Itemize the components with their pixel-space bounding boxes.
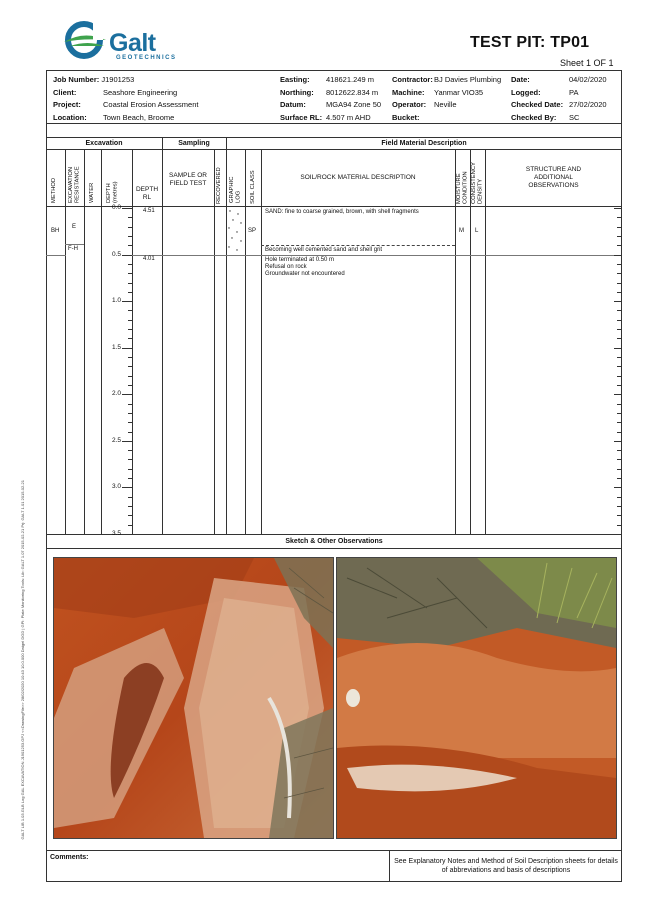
depth-tick xyxy=(122,394,132,395)
datum: MGA94 Zone 50 xyxy=(326,100,382,109)
right-edge-tick xyxy=(617,422,622,423)
moisture-value: M xyxy=(459,228,464,234)
depth-tick xyxy=(122,487,132,488)
col-excavation-resistance: EXCAVATION RESISTANCE xyxy=(68,166,81,203)
job-number: J1901253 xyxy=(101,75,135,84)
depth-minor-tick xyxy=(128,264,132,265)
depth-minor-tick xyxy=(128,525,132,526)
description-cemented: Becoming well cemented sand and shell grit xyxy=(265,247,383,253)
depth-tick xyxy=(122,441,132,442)
surface-rl-label: Surface RL: xyxy=(280,112,323,122)
depth-minor-tick xyxy=(128,422,132,423)
right-edge-tick xyxy=(617,264,622,265)
machine: Yanmar VIO35 xyxy=(434,87,484,97)
depth-minor-tick xyxy=(128,227,132,228)
client: Seashore Engineering xyxy=(103,87,178,97)
depth-minor-tick xyxy=(128,292,132,293)
depth-minor-tick xyxy=(128,515,132,516)
right-edge-tick xyxy=(617,338,622,339)
right-edge-tick xyxy=(614,487,622,488)
date-label: Date: xyxy=(511,75,530,84)
right-edge-tick xyxy=(617,413,622,414)
depth-minor-tick xyxy=(128,404,132,405)
right-edge-tick xyxy=(617,357,622,358)
contractor-label: Contractor: xyxy=(392,75,433,84)
consistency-value: L xyxy=(475,228,479,234)
right-edge-tick xyxy=(614,394,622,395)
info-contractor xyxy=(392,74,512,124)
depth-minor-tick xyxy=(128,283,132,284)
right-edge-tick xyxy=(617,376,622,377)
right-edge-tick xyxy=(617,469,622,470)
job-number-label: Job Number: xyxy=(53,75,100,84)
surface-rl: 4.507 m AHD xyxy=(326,112,371,122)
col-sample: SAMPLE OR FIELD TEST xyxy=(169,172,207,187)
depth-minor-tick xyxy=(128,478,132,479)
right-edge-tick xyxy=(617,525,622,526)
right-edge-tick xyxy=(617,245,622,246)
right-edge-tick xyxy=(617,366,622,367)
file-path-sidebar: GALT LIB 1.03.GLB Log GAL EXCAVATION J1901253.GPJ <<DrawingFile>> 28/02/2020 10:43 10.0.000 Datgel DGD | GPI: Plate Monitoring Tools: Lib: GALT 1.07 2015-02-21 Prj: GALT 1.01 2015-02-21 xyxy=(20,480,25,840)
operator-label: Operator: xyxy=(392,100,427,109)
col-recovered: RECOVERED xyxy=(216,167,222,204)
checked-by: SC xyxy=(569,112,580,122)
col-structure: STRUCTURE AND ADDITIONAL OBSERVATIONS xyxy=(525,166,582,189)
depth-minor-tick xyxy=(128,413,132,414)
right-edge-tick xyxy=(617,459,622,460)
contractor: BJ Davies Plumbing xyxy=(434,75,502,84)
right-edge-tick xyxy=(617,292,622,293)
project: Coastal Erosion Assessment xyxy=(103,100,199,109)
depth-minor-tick xyxy=(128,469,132,470)
depth-minor-tick xyxy=(128,376,132,377)
depth-tick xyxy=(122,534,132,535)
col-soil-class: SOIL CLASS xyxy=(250,170,256,204)
col-graphic-log: GRAPHIC LOG xyxy=(229,176,242,203)
bucket-label: Bucket: xyxy=(392,112,420,122)
right-edge-tick xyxy=(617,515,622,516)
col-depth-rl: DEPTH RL xyxy=(135,186,159,201)
depth-tick-label: 0.5 xyxy=(111,250,121,258)
explanatory-note: See Explanatory Notes and Method of Soil Description sheets for details of abbreviations and basis of descriptions xyxy=(394,858,618,874)
right-edge-tick xyxy=(614,348,622,349)
right-edge-tick xyxy=(617,385,622,386)
depth-tick xyxy=(122,301,132,302)
right-edge-tick xyxy=(617,283,622,284)
depth-minor-tick xyxy=(128,385,132,386)
right-edge-tick xyxy=(617,506,622,507)
info-mid xyxy=(280,74,390,124)
project-label: Project: xyxy=(53,100,81,109)
logo-subtitle: GEOTECHNICS xyxy=(116,55,177,61)
col-water: WATER xyxy=(89,182,95,203)
sheet-number: Sheet 1 OF 1 xyxy=(560,58,614,68)
easting: 418621.249 m xyxy=(326,75,374,84)
right-edge-tick xyxy=(617,320,622,321)
page-title: TEST PIT: TP01 xyxy=(470,34,590,51)
col-consistency: CONSISTENCY DENSITY xyxy=(471,162,484,204)
checked-by-label: Checked By: xyxy=(511,112,557,122)
rl-top: 4.51 xyxy=(143,208,155,214)
test-pit-photo-2 xyxy=(336,557,617,839)
right-edge-tick xyxy=(617,329,622,330)
location-label: Location: xyxy=(53,112,87,122)
graphic-log-sand xyxy=(226,207,245,255)
checked-date: 27/02/2020 xyxy=(569,100,607,109)
info-left xyxy=(53,74,283,124)
right-edge-tick xyxy=(617,236,622,237)
depth-minor-tick xyxy=(128,329,132,330)
northing-label: Northing: xyxy=(280,87,314,97)
section-sampling: Sampling xyxy=(178,140,210,147)
depth-tick-label: 3.0 xyxy=(111,483,121,491)
depth-tick xyxy=(122,208,132,209)
operator: Neville xyxy=(434,100,457,109)
col-description: SOIL/ROCK MATERIAL DESCRIPTION xyxy=(300,174,416,181)
depth-minor-tick xyxy=(128,450,132,451)
section-sketch: Sketch & Other Observations xyxy=(285,538,383,545)
description-refusal: Refusal on rock xyxy=(265,264,307,270)
comments-label: Comments: xyxy=(50,854,89,861)
depth-minor-tick xyxy=(128,320,132,321)
right-edge-tick xyxy=(614,534,622,535)
right-edge-tick xyxy=(617,310,622,311)
section-field-description: Field Material Description xyxy=(381,140,467,147)
right-edge-tick xyxy=(617,217,622,218)
right-edge-tick xyxy=(617,497,622,498)
depth-minor-tick xyxy=(128,459,132,460)
test-pit-photo-1 xyxy=(53,557,334,839)
depth-tick-label: 2.5 xyxy=(111,436,121,444)
depth-tick xyxy=(122,348,132,349)
info-dates xyxy=(511,74,619,124)
right-edge-tick xyxy=(617,450,622,451)
right-edge-tick xyxy=(614,301,622,302)
depth-tick xyxy=(122,255,132,256)
right-edge-tick xyxy=(617,404,622,405)
client-label: Client: xyxy=(53,87,77,97)
machine-label: Machine: xyxy=(392,87,425,97)
section-excavation: Excavation xyxy=(85,140,123,147)
depth-minor-tick xyxy=(128,217,132,218)
datum-label: Datum: xyxy=(280,100,306,109)
depth-tick-label: 0.0 xyxy=(111,204,121,211)
col-depth: DEPTH (metres) xyxy=(106,181,119,203)
depth-minor-tick xyxy=(128,497,132,498)
method-value: BH xyxy=(51,228,60,234)
rl-bottom: 4.01 xyxy=(143,256,155,262)
resistance-top: E xyxy=(72,224,77,230)
northing: 8012622.834 m xyxy=(326,87,379,97)
depth-minor-tick xyxy=(128,506,132,507)
depth-minor-tick xyxy=(128,236,132,237)
depth-tick-label: 3.5 xyxy=(111,530,121,537)
soil-class-value: SP xyxy=(248,228,257,234)
col-moisture: MOISTURE CONDITION xyxy=(456,171,469,204)
logo-text: Galt xyxy=(109,29,156,57)
depth-tick-label: 1.5 xyxy=(111,343,121,351)
right-edge-tick xyxy=(617,478,622,479)
logged-label: Logged: xyxy=(511,87,541,97)
depth-minor-tick xyxy=(128,245,132,246)
resistance-bottom: F-H xyxy=(68,246,78,252)
right-edge-tick xyxy=(614,208,622,209)
depth-tick-label: 2.0 xyxy=(111,390,121,398)
depth-minor-tick xyxy=(128,432,132,433)
right-edge-tick xyxy=(614,255,622,256)
right-edge-tick xyxy=(617,432,622,433)
description-groundwater: Groundwater not encountered xyxy=(265,271,345,277)
col-method: METHOD xyxy=(51,177,57,203)
logged: PA xyxy=(569,87,579,97)
depth-minor-tick xyxy=(128,357,132,358)
easting-label: Easting: xyxy=(280,75,310,84)
location: Town Beach, Broome xyxy=(103,112,175,122)
description-sand: SAND: fine to coarse grained, brown, with shell fragments xyxy=(265,209,419,215)
date: 04/02/2020 xyxy=(569,75,607,84)
right-edge-tick xyxy=(614,441,622,442)
depth-tick-label: 1.0 xyxy=(111,297,121,305)
checked-date-label: Checked Date: xyxy=(511,100,564,109)
right-edge-tick xyxy=(617,227,622,228)
right-edge-tick xyxy=(617,273,622,274)
depth-minor-tick xyxy=(128,273,132,274)
depth-minor-tick xyxy=(128,366,132,367)
depth-minor-tick xyxy=(128,338,132,339)
depth-minor-tick xyxy=(128,310,132,311)
description-terminated: Hole terminated at 0.50 m xyxy=(265,257,335,263)
